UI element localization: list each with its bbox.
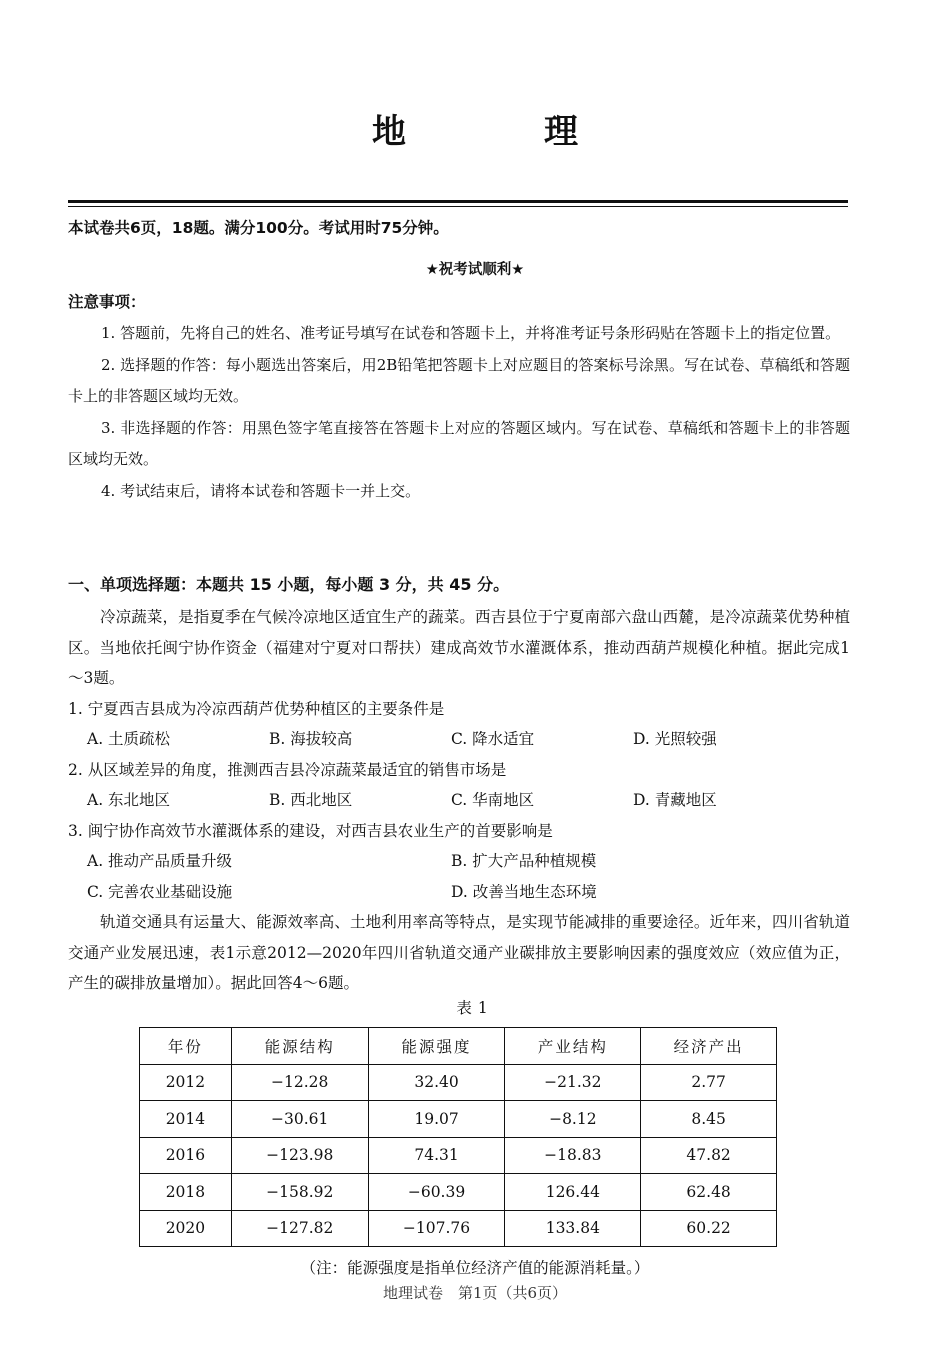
option-d: D. 光照较强 [633, 730, 717, 748]
option-c: C. 华南地区 [451, 791, 535, 809]
table-cell: −107.76 [368, 1210, 505, 1247]
table-cell: −60.39 [368, 1174, 505, 1211]
table-cell: 2014 [140, 1101, 232, 1138]
data-table [139, 1027, 777, 1247]
table-cell: 60.22 [641, 1210, 777, 1247]
option-a: A. 土质疏松 [87, 730, 171, 748]
option-c: C. 完善农业基础设施 [87, 882, 233, 901]
notice-list [68, 318, 850, 507]
page-title: 地 理 [372, 112, 630, 152]
option-a: A. 东北地区 [87, 791, 171, 809]
table-cell: 74.31 [368, 1137, 505, 1174]
header-rule-thin [68, 206, 848, 207]
table-cell: −12.28 [231, 1064, 368, 1101]
table-cell: 2012 [140, 1064, 232, 1101]
table-cell: 8.45 [641, 1101, 777, 1138]
option-c: C. 降水适宜 [451, 730, 535, 748]
table-cell: 2020 [140, 1210, 232, 1247]
notice-item: 4. 考试结束后，请将本试卷和答题卡一并上交。 [101, 481, 421, 500]
table-cell: 62.48 [641, 1174, 777, 1211]
table-cell: −127.82 [231, 1210, 368, 1247]
table-cell: −8.12 [505, 1101, 641, 1138]
table-row [140, 1174, 777, 1211]
option-d: D. 青藏地区 [633, 791, 717, 809]
table-title: 表1 [456, 999, 494, 1017]
exam-meta: 本试卷共6页，18题。满分100分。考试用时75分钟。 [68, 219, 449, 237]
passage-1: 冷凉蔬菜，是指夏季在气候冷凉地区适宜生产的蔬菜。西吉县位于宁夏南部六盘山西麓，是冷凉蔬菜优势种植区。当地依托闽宁协作资金（福建对宁夏对口帮扶）建成高效节水灌溉体系，推动西葫芦规模化种植。据此完成1～3题。 [68, 608, 850, 687]
option-b: B. 西北地区 [269, 791, 353, 809]
option-b: B. 扩大产品种植规模 [451, 852, 597, 870]
table-note: （注：能源强度是指单位经济产值的能源消耗量。） [300, 1259, 650, 1277]
passage-2: 轨道交通具有运量大、能源效率高、土地利用率高等特点，是实现节能减排的重要途径。近年来，四川省轨道交通产业发展迅速，表1示意2012—2020年四川省轨道交通产业碳排放主要影响因素的强度效应（效应值为正，产生的碳排放量增加）。据此回答4～6题。 [68, 913, 850, 992]
table-cell: 2016 [140, 1137, 232, 1174]
table-row [140, 1210, 777, 1247]
question-2-options [68, 785, 850, 816]
table-row [140, 1064, 777, 1101]
table-cell: 32.40 [368, 1064, 505, 1101]
table-cell: 2.77 [641, 1064, 777, 1101]
column-header: 经济产出 [641, 1028, 777, 1065]
question-2-stem: 2. 从区域差异的角度，推测西吉县冷凉蔬菜最适宜的销售市场是 [68, 760, 507, 779]
table-cell: 47.82 [641, 1137, 777, 1174]
notice-item: 1. 答题前，先将自己的姓名、准考证号填写在试卷和答题卡上，并将准考证号条形码贴在答题卡上的指定位置。 [101, 324, 841, 342]
header-rule-thick [68, 200, 848, 203]
table-cell: −123.98 [231, 1137, 368, 1174]
question-1-stem: 1. 宁夏西吉县成为冷凉西葫芦优势种植区的主要条件是 [68, 699, 445, 718]
column-header: 能源结构 [231, 1028, 368, 1065]
table-cell: −30.61 [231, 1101, 368, 1138]
question-3-options-row2 [68, 877, 850, 908]
table-cell: −18.83 [505, 1137, 641, 1174]
notice-item: 3. 非选择题的作答：用黑色签字笔直接答在答题卡上对应的答题区域内。写在试卷、草稿纸和答题卡上的非答题区域均无效。 [68, 418, 850, 468]
table-cell: −21.32 [505, 1064, 641, 1101]
option-b: B. 海拔较高 [269, 730, 353, 748]
question-block [68, 602, 850, 999]
column-header: 年份 [140, 1028, 232, 1065]
page-footer [0, 1284, 950, 1306]
table-cell: 2018 [140, 1174, 232, 1211]
column-header: 能源强度 [368, 1028, 505, 1065]
section-heading: 一、单项选择题：本题共 15 小题，每小题 3 分，共 45 分。 [68, 575, 510, 594]
page-footer-text: 地理试卷 第1页（共6页） [382, 1284, 568, 1302]
wish-line: ★祝考试顺利★ [425, 262, 525, 278]
table-cell: 19.07 [368, 1101, 505, 1138]
table-cell: 133.84 [505, 1210, 641, 1247]
table-row [140, 1101, 777, 1138]
table-header-row [140, 1028, 777, 1065]
option-a: A. 推动产品质量升级 [87, 852, 233, 870]
option-d: D. 改善当地生态环境 [451, 882, 597, 901]
column-header: 产业结构 [505, 1028, 641, 1065]
notice-item: 2. 选择题的作答：每小题选出答案后，用2B铅笔把答题卡上对应题目的答案标号涂黑。写在试卷、草稿纸和答题卡上的非答题区域均无效。 [68, 355, 850, 405]
question-3-options-row1 [68, 846, 850, 877]
notice-heading: 注意事项： [68, 293, 146, 311]
table-cell: −158.92 [231, 1174, 368, 1211]
table-cell: 126.44 [505, 1174, 641, 1211]
question-1-options [68, 724, 850, 755]
question-3-stem: 3. 闽宁协作高效节水灌溉体系的建设，对西吉县农业生产的首要影响是 [68, 821, 553, 840]
table-row [140, 1137, 777, 1174]
